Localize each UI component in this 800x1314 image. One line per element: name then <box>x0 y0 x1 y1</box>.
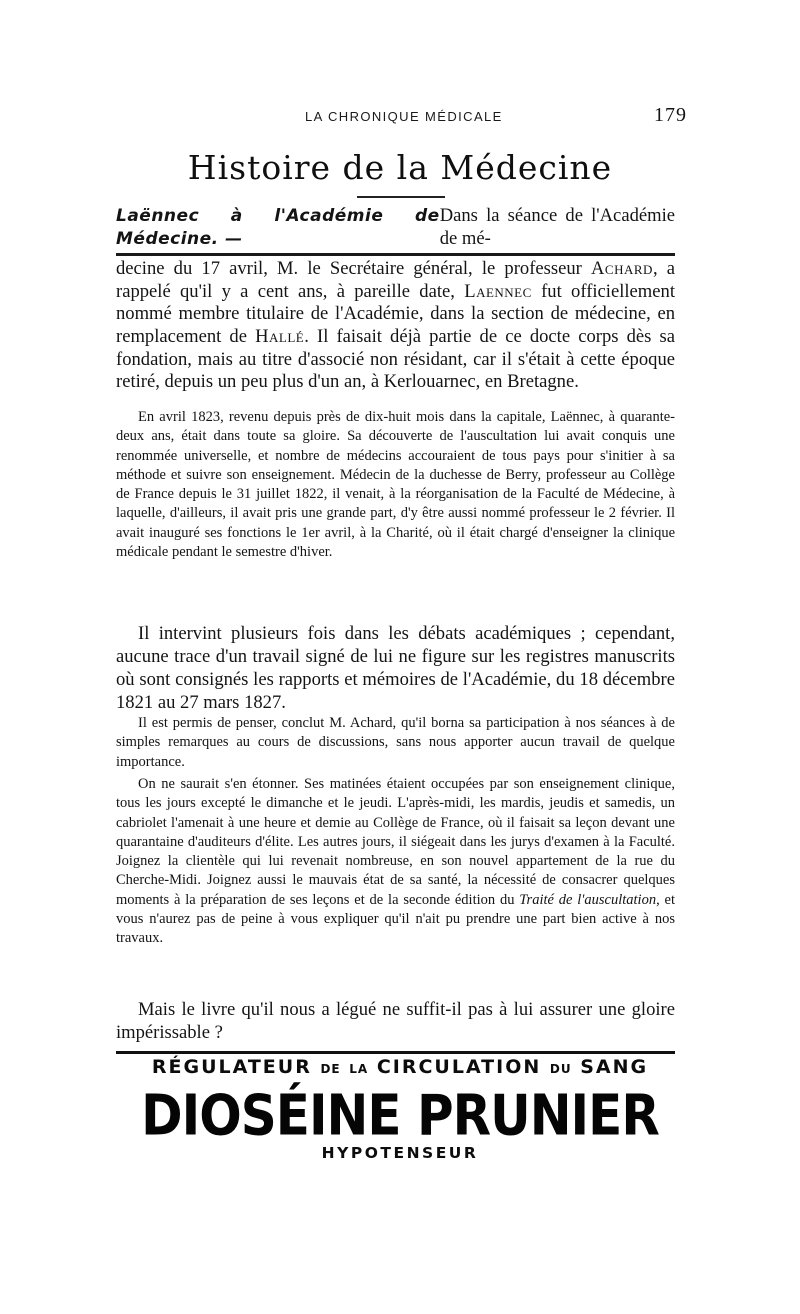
lead-first-words: Dans la séance de l'Académie de mé- <box>439 205 675 249</box>
lead-text-4: . Il faisait déjà partie de ce docte corps dès sa fondation, mais au titre d'associé non résidant, car il s'était à cette époque retiré, depuis un peu plus d'un an, à Kerlouarnec, en Bretagne. <box>116 325 675 393</box>
paragraph-5 <box>116 775 675 949</box>
paragraph-4: Il est permis de penser, conclut M. Achard, qu'il borna sa participation à nos séances à de simples remarques au cours de discussions, sans nous apporter aucun travail de quelque importance. <box>116 715 675 770</box>
paragraph-5-text-b: , et vous n'aurez pas de peine à vous expliquer qu'il n'ait pu prendre une part bien active à nos travaux. <box>116 891 675 947</box>
lead-text-1: decine du 17 avril, M. le Secrétaire général, le professeur <box>116 258 591 280</box>
subhead-underline <box>116 253 675 256</box>
ad-word-sang: SANG <box>580 1056 649 1078</box>
ad-word-du: DU <box>549 1062 572 1076</box>
article-subhead <box>116 205 440 250</box>
ad-word-circulation: CIRCULATION <box>376 1056 542 1078</box>
advertisement-subtitle: HYPOTENSEUR <box>321 1144 479 1162</box>
running-head: LA CHRONIQUE MÉDICALE <box>305 109 503 124</box>
subhead-line <box>116 205 675 250</box>
title-rule <box>357 196 445 198</box>
section-title: Histoire de la Médecine <box>187 148 613 187</box>
name-halle: Hallé <box>255 325 305 347</box>
book-title: Traité de l'auscultation <box>519 891 657 908</box>
advertisement-brand: DIOSÉINE PRUNIER <box>141 1083 659 1148</box>
name-laennec: Laennec <box>464 280 532 302</box>
ad-word-de: DE <box>320 1062 341 1076</box>
advertisement-tagline <box>0 1056 800 1078</box>
paragraph-5-text-a: On ne saurait s'en étonner. Ses matinées étaient occupées par son enseignement clinique, tous les jours excepté le dimanche et le jeudi. L'après-midi, les mardis, jeudis et samedis, un cabriolet l'amenait à une heure et demie au Collège de France, où il faisait sa leçon devant une quarantaine d'auditeurs d'élite. Les autres jours, il siégeait dans les jurys d'examen à la Faculté. Joignez la clientèle qui lui revenait nombreuse, en son nouvel appartement de la rue du Cherche-Midi. Joignez aussi le mauvais état de sa santé, la nécessité de consacrer quelques moments à la préparation de ses leçons et de la seconde édition du <box>116 776 675 908</box>
ad-word-regulateur: RÉGULATEUR <box>151 1056 312 1078</box>
lead-body <box>116 258 675 394</box>
advertisement-rule <box>116 1051 675 1054</box>
subhead-dash: — <box>225 228 243 249</box>
subhead-text: Laënnec à l'Académie de Médecine. <box>116 206 440 249</box>
name-achard: Achard <box>591 258 653 280</box>
lead-text-3: fut officiellement nommé membre titulaire de l'Académie, dans la section de médecine, en remplacement de <box>116 280 675 347</box>
lead-paragraph <box>116 205 675 394</box>
lead-text-2: , a rappelé qu'il y a cent ans, à pareille date, <box>116 258 675 302</box>
paragraph-6: Mais le livre qu'il nous a légué ne suffit-il pas à lui assurer une gloire impérissable ? <box>116 999 675 1043</box>
page-number: 179 <box>654 104 687 126</box>
ad-word-la: LA <box>349 1062 369 1076</box>
paragraph-2: En avril 1823, revenu depuis près de dix-huit mois dans la capitale, Laënnec, à quarante-deux ans, était dans toute sa gloire. Sa découverte de l'auscultation lui avait conquis une renommée universelle, et nombre de médecins accouraient de tous pays pour s'initier à sa méthode et suivre son enseignement. Médecin de la duchesse de Berry, professeur au Collège de France depuis le 31 juillet 1822, il venait, à la réorganisation de la Faculté de Médecine, à laquelle, d'ailleurs, il avait pris une grande part, d'y être aussi nommé professeur le 2 février. Il avait inauguré ses fonctions le 1er avril, à la Charité, où il était chargé d'enseigner la clinique médicale pendant le semestre d'hiver. <box>116 409 675 561</box>
paragraph-3: Il intervint plusieurs fois dans les débats académiques ; cependant, aucune trace d'un travail signé de lui ne figure sur les registres manuscrits où sont consignés les rapports et mémoires de l'Académie, du 18 décembre 1821 au 27 mars 1827. <box>116 623 675 713</box>
